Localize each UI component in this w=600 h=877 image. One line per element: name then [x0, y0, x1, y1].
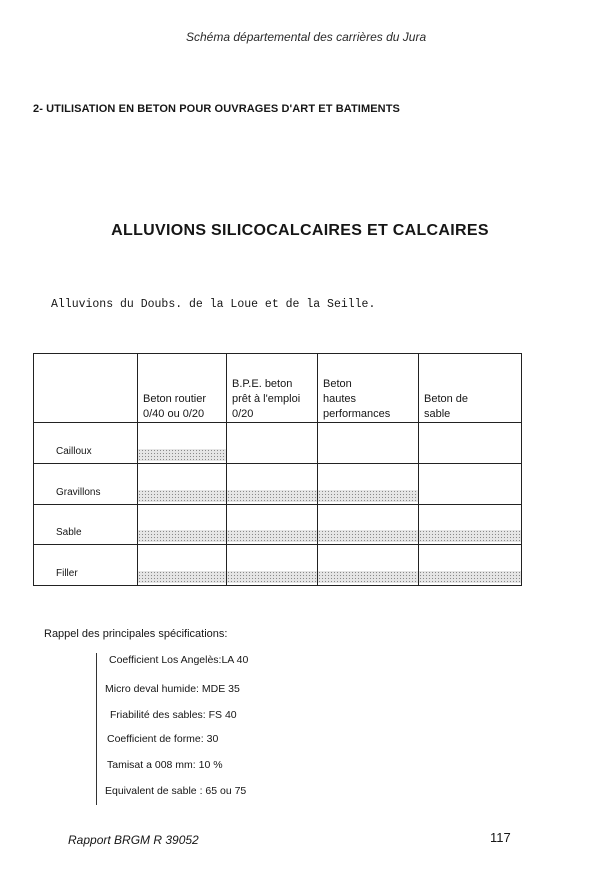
spec-item: Micro deval humide: MDE 35 — [105, 683, 240, 695]
shaded-fill — [138, 449, 226, 461]
section-title: 2- UTILISATION EN BETON POUR OUVRAGES D'ART ET BATIMENTS — [33, 103, 400, 115]
shaded-fill — [138, 571, 226, 583]
table-cell — [318, 504, 419, 545]
shaded-fill — [419, 530, 521, 542]
column-header: Beton de sable — [419, 354, 522, 423]
row-label: Sable — [34, 504, 138, 545]
table-cell — [138, 504, 227, 545]
row-label: Gravillons — [34, 463, 138, 504]
table-cell — [227, 423, 318, 464]
shaded-fill — [138, 530, 226, 542]
table-cell — [419, 423, 522, 464]
table-row — [34, 504, 522, 545]
table-cell — [318, 423, 419, 464]
table-row — [34, 423, 522, 464]
specs-bracket — [96, 653, 97, 805]
table-cell — [419, 463, 522, 504]
table-cell — [419, 545, 522, 586]
main-title: ALLUVIONS SILICOCALCAIRES ET CALCAIRES — [111, 222, 489, 239]
usage-table — [33, 353, 522, 586]
table-cell — [419, 504, 522, 545]
shaded-fill — [227, 490, 317, 502]
table-cell — [138, 545, 227, 586]
spec-item: Tamisat a 008 mm: 10 % — [107, 759, 223, 771]
spec-item: Coefficient de forme: 30 — [107, 733, 219, 745]
shaded-fill — [138, 490, 226, 502]
table-row — [34, 463, 522, 504]
table-cell — [227, 504, 318, 545]
table-cell — [138, 423, 227, 464]
column-header: Beton hautes performances — [318, 354, 419, 423]
spec-item: Friabilité des sables: FS 40 — [110, 709, 237, 721]
shaded-fill — [318, 490, 418, 502]
specs-title: Rappel des principales spécifications: — [44, 628, 228, 640]
table-cell — [227, 463, 318, 504]
shaded-fill — [318, 530, 418, 542]
shaded-fill — [227, 530, 317, 542]
page-header: Schéma départemental des carrières du Jura — [186, 30, 427, 44]
row-label: Cailloux — [34, 423, 138, 464]
shaded-fill — [227, 571, 317, 583]
page-number: 117 — [490, 830, 511, 845]
row-label: Filler — [34, 545, 138, 586]
table-corner-cell — [34, 354, 138, 423]
shaded-fill — [318, 571, 418, 583]
table-cell — [318, 545, 419, 586]
spec-item: Coefficient Los Angelès:LA 40 — [109, 654, 249, 666]
table-cell — [138, 463, 227, 504]
column-header: Beton routier 0/40 ou 0/20 — [138, 354, 227, 423]
report-reference: Rapport BRGM R 39052 — [68, 833, 199, 847]
table-cell — [318, 463, 419, 504]
table-header-row — [34, 354, 522, 423]
intro-text: Alluvions du Doubs. de la Loue et de la Seille. — [51, 298, 376, 311]
column-header: B.P.E. beton prêt à l'emploi 0/20 — [227, 354, 318, 423]
table-row — [34, 545, 522, 586]
spec-item: Equivalent de sable : 65 ou 75 — [105, 785, 247, 797]
table-cell — [227, 545, 318, 586]
shaded-fill — [419, 571, 521, 583]
